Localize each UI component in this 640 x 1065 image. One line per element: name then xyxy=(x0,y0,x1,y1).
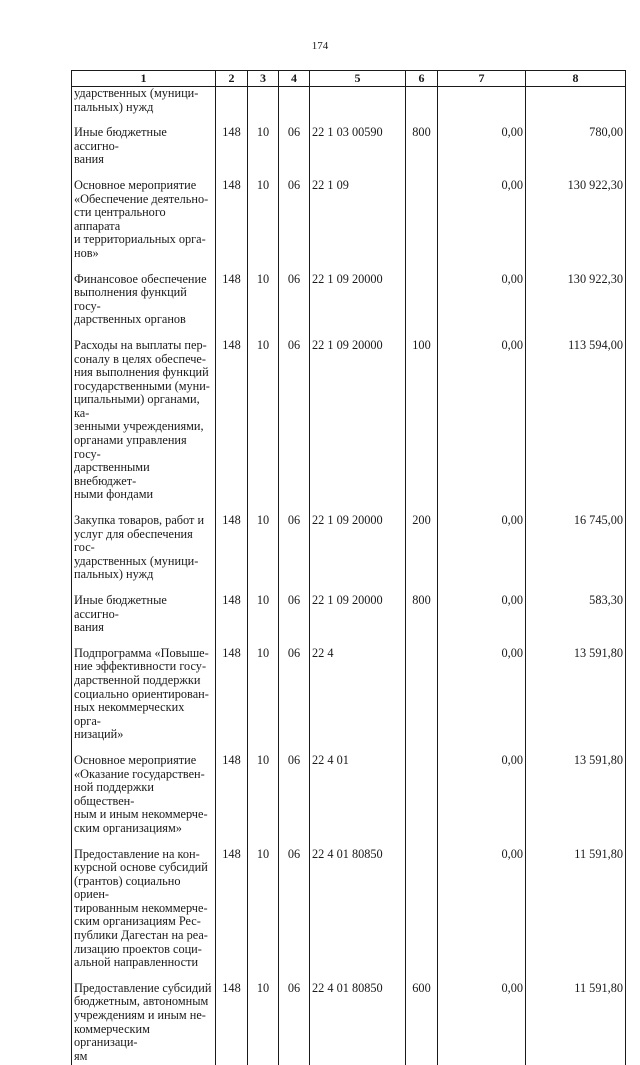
expense-type-cell: 200 xyxy=(406,502,438,582)
amount-cell: 113 594,00 xyxy=(526,327,626,502)
target-article-cell: 22 1 09 20000 xyxy=(310,261,406,327)
row-name-cell: ударственных (муници- пальных) нужд xyxy=(72,87,216,115)
ministry-code-cell: 148 xyxy=(216,167,248,261)
value-cell: 0,00 xyxy=(438,582,526,635)
table-row xyxy=(72,502,626,582)
subsection-cell: 06 xyxy=(279,114,310,167)
section-cell: 10 xyxy=(248,582,279,635)
page-number: 174 xyxy=(311,40,329,52)
table-row xyxy=(72,167,626,261)
target-article-cell: 22 1 03 00590 xyxy=(310,114,406,167)
section-cell: 10 xyxy=(248,635,279,742)
target-article-cell xyxy=(310,87,406,115)
value-cell: 0,00 xyxy=(438,167,526,261)
amount-cell: 11 591,80 xyxy=(526,970,626,1065)
row-name-cell: Предоставление субсидий бюджетным, автономным учреждениям и иным не- коммерческим организаци- ям xyxy=(72,970,216,1065)
row-name-cell: Иные бюджетные ассигно- вания xyxy=(72,582,216,635)
subsection-cell: 06 xyxy=(279,635,310,742)
amount-cell: 13 591,80 xyxy=(526,635,626,742)
ministry-code-cell: 148 xyxy=(216,114,248,167)
table-row xyxy=(72,261,626,327)
value-cell xyxy=(438,87,526,115)
header-cell: 7 xyxy=(438,71,526,87)
ministry-code-cell: 148 xyxy=(216,742,248,836)
amount-cell: 780,00 xyxy=(526,114,626,167)
table-row xyxy=(72,114,626,167)
section-cell: 10 xyxy=(248,742,279,836)
amount-cell xyxy=(526,87,626,115)
header-cell: 3 xyxy=(248,71,279,87)
header-cell: 6 xyxy=(406,71,438,87)
header-cell: 1 xyxy=(72,71,216,87)
table-row xyxy=(72,87,626,115)
section-cell: 10 xyxy=(248,167,279,261)
header-row xyxy=(72,71,626,87)
section-cell xyxy=(248,87,279,115)
expense-type-cell: 600 xyxy=(406,970,438,1065)
expense-type-cell xyxy=(406,87,438,115)
target-article-cell: 22 4 01 80850 xyxy=(310,836,406,970)
value-cell: 0,00 xyxy=(438,114,526,167)
subsection-cell: 06 xyxy=(279,970,310,1065)
subsection-cell: 06 xyxy=(279,582,310,635)
subsection-cell xyxy=(279,87,310,115)
header-cell: 8 xyxy=(526,71,626,87)
table-row xyxy=(72,836,626,970)
target-article-cell: 22 1 09 20000 xyxy=(310,582,406,635)
row-name-cell: Основное мероприятие «Оказание государствен- ной поддержки обществен- ным и иным некоммерче- ским организациям» xyxy=(72,742,216,836)
section-cell: 10 xyxy=(248,836,279,970)
subsection-cell: 06 xyxy=(279,836,310,970)
ministry-code-cell: 148 xyxy=(216,502,248,582)
value-cell: 0,00 xyxy=(438,635,526,742)
ministry-code-cell: 148 xyxy=(216,635,248,742)
target-article-cell: 22 4 01 xyxy=(310,742,406,836)
ministry-code-cell: 148 xyxy=(216,327,248,502)
subsection-cell: 06 xyxy=(279,742,310,836)
ministry-code-cell: 148 xyxy=(216,582,248,635)
budget-table xyxy=(71,70,626,1065)
amount-cell: 16 745,00 xyxy=(526,502,626,582)
row-name-cell: Закупка товаров, работ и услуг для обеспечения гос- ударственных (муници- пальных) нужд xyxy=(72,502,216,582)
header-cell: 2 xyxy=(216,71,248,87)
target-article-cell: 22 1 09 xyxy=(310,167,406,261)
section-cell: 10 xyxy=(248,114,279,167)
ministry-code-cell: 148 xyxy=(216,836,248,970)
amount-cell: 11 591,80 xyxy=(526,836,626,970)
row-name-cell: Подпрограмма «Повыше- ние эффективности госу- дарственной поддержки социально ориентирован- ных некоммерческих орга- низаций» xyxy=(72,635,216,742)
header-cell: 5 xyxy=(310,71,406,87)
value-cell: 0,00 xyxy=(438,502,526,582)
subsection-cell: 06 xyxy=(279,502,310,582)
subsection-cell: 06 xyxy=(279,327,310,502)
target-article-cell: 22 1 09 20000 xyxy=(310,502,406,582)
section-cell: 10 xyxy=(248,327,279,502)
amount-cell: 130 922,30 xyxy=(526,261,626,327)
amount-cell: 583,30 xyxy=(526,582,626,635)
row-name-cell: Основное мероприятие «Обеспечение деятельно- сти центрального аппарата и территориальных орга- нов» xyxy=(72,167,216,261)
amount-cell: 13 591,80 xyxy=(526,742,626,836)
row-name-cell: Предоставление на кон- курсной основе субсидий (грантов) социально ориен- тированным некоммерче- ским организациям Рес- публики Дагестан на реа- лизацию проектов соци- альной направленности xyxy=(72,836,216,970)
section-cell: 10 xyxy=(248,970,279,1065)
value-cell: 0,00 xyxy=(438,261,526,327)
value-cell: 0,00 xyxy=(438,742,526,836)
target-article-cell: 22 1 09 20000 xyxy=(310,327,406,502)
table-row xyxy=(72,970,626,1065)
row-name-cell: Иные бюджетные ассигно- вания xyxy=(72,114,216,167)
section-cell: 10 xyxy=(248,502,279,582)
expense-type-cell: 800 xyxy=(406,114,438,167)
expense-type-cell xyxy=(406,167,438,261)
target-article-cell: 22 4 01 80850 xyxy=(310,970,406,1065)
expense-type-cell xyxy=(406,836,438,970)
ministry-code-cell xyxy=(216,87,248,115)
expense-type-cell: 100 xyxy=(406,327,438,502)
value-cell: 0,00 xyxy=(438,836,526,970)
table-row xyxy=(72,742,626,836)
target-article-cell: 22 4 xyxy=(310,635,406,742)
section-cell: 10 xyxy=(248,261,279,327)
ministry-code-cell: 148 xyxy=(216,970,248,1065)
amount-cell: 130 922,30 xyxy=(526,167,626,261)
value-cell: 0,00 xyxy=(438,327,526,502)
table-row xyxy=(72,327,626,502)
table-row xyxy=(72,582,626,635)
subsection-cell: 06 xyxy=(279,261,310,327)
row-name-cell: Финансовое обеспечение выполнения функций госу- дарственных органов xyxy=(72,261,216,327)
row-name-cell: Расходы на выплаты пер- соналу в целях обеспече- ния выполнения функций государственными (муни- ципальными) органами, ка- зенными учреждениями, органами управления госу- дарственными внебюджет- ными фондами xyxy=(72,327,216,502)
expense-type-cell xyxy=(406,742,438,836)
ministry-code-cell: 148 xyxy=(216,261,248,327)
header-cell: 4 xyxy=(279,71,310,87)
table-row xyxy=(72,635,626,742)
value-cell: 0,00 xyxy=(438,970,526,1065)
subsection-cell: 06 xyxy=(279,167,310,261)
expense-type-cell xyxy=(406,261,438,327)
expense-type-cell xyxy=(406,635,438,742)
expense-type-cell: 800 xyxy=(406,582,438,635)
